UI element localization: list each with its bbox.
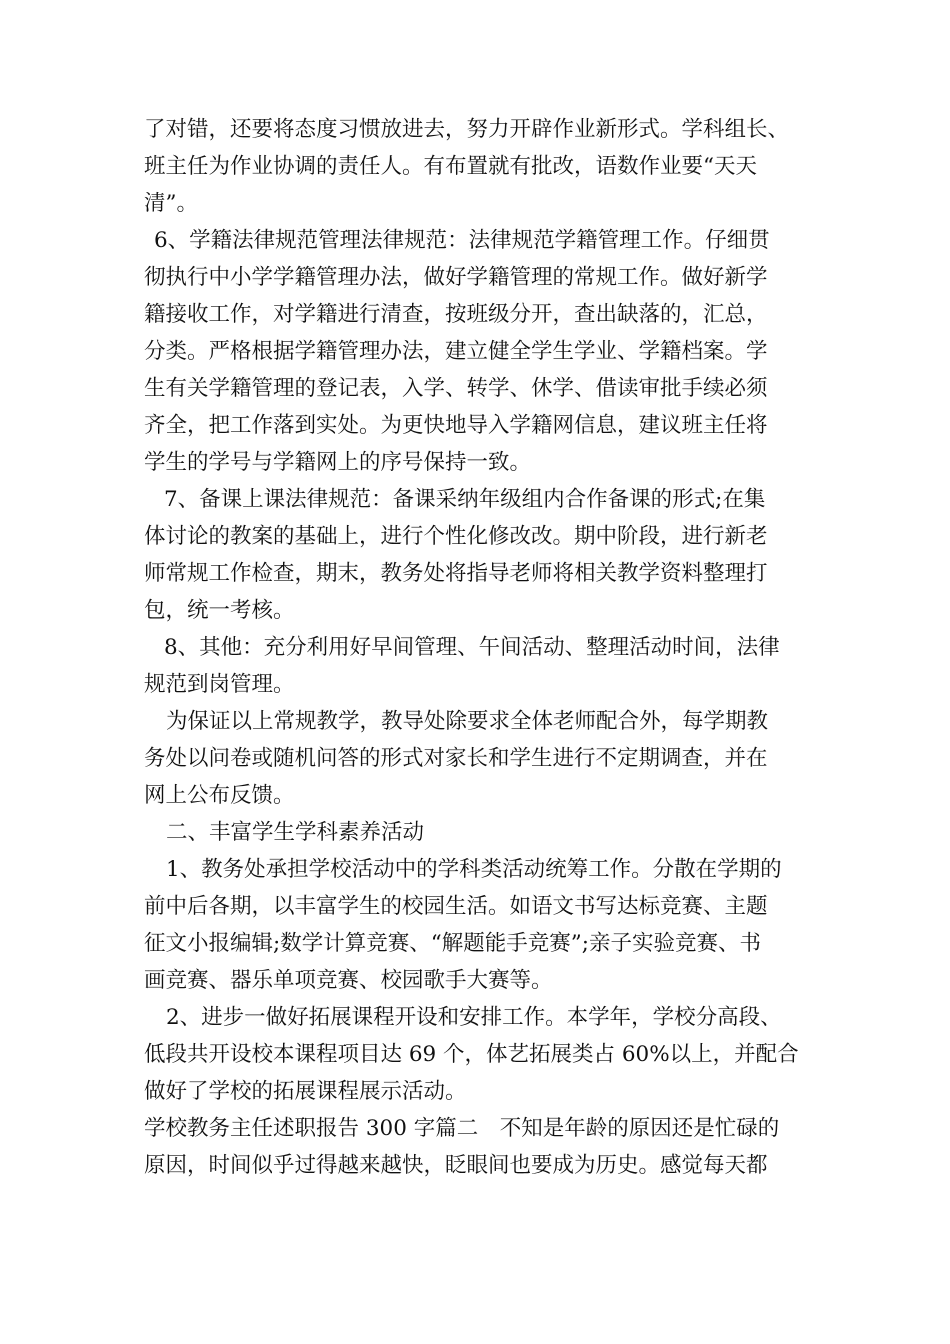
text-line: 6、学籍法律规范管理法律规范：法律规范学籍管理工作。仔细贯	[154, 228, 770, 253]
text-line: 7、备课上课法律规范：备课采纳年级组内合作备课的形式;在集	[164, 487, 766, 512]
text-line: 规范到岗管理。	[144, 672, 295, 697]
text-line: 生有关学籍管理的登记表，入学、转学、休学、借读审批手续必须	[144, 376, 768, 401]
text-line: 画竞赛、器乐单项竞赛、校园歌手大赛等。	[144, 968, 553, 993]
text-line: 清”。	[144, 191, 198, 216]
text-line: 籍接收工作，对学籍进行清查，按班级分开，查出缺落的，汇总，	[144, 302, 768, 327]
text-line: 体讨论的教案的基础上，进行个性化修改改。期中阶段，进行新老	[144, 524, 768, 549]
text-line: 网上公布反馈。	[144, 783, 295, 808]
text-line: 原因，时间似乎过得越来越快，眨眼间也要成为历史。感觉每天都	[144, 1153, 768, 1178]
text-line: 师常规工作检查，期末，教务处将指导老师将相关教学资料整理打	[144, 561, 768, 586]
text-line: 8、其他：充分利用好早间管理、午间活动、整理活动时间，法律	[164, 635, 780, 660]
text-line: 前中后各期，以丰富学生的校园生活。如语文书写达标竞赛、主题	[144, 894, 768, 919]
text-line: 1、教务处承担学校活动中的学科类活动统筹工作。分散在学期的	[166, 857, 782, 882]
document-body	[144, 111, 812, 1184]
text-line: 低段共开设校本课程项目达 69 个，体艺拓展类占 60%以上，并配合	[144, 1042, 799, 1067]
section-heading: 二、丰富学生学科素养活动	[166, 820, 425, 845]
text-line: 征文小报编辑;数学计算竞赛、“解题能手竞赛”;亲子实验竞赛、书	[144, 931, 761, 956]
text-line: 2、进步一做好拓展课程开设和安排工作。本学年，学校分高段、	[166, 1005, 782, 1030]
text-line: 班主任为作业协调的责任人。有布置就有批改，语数作业要“天天	[144, 154, 757, 179]
text-line: 学生的学号与学籍网上的序号保持一致。	[144, 450, 532, 475]
text-line: 做好了学校的拓展课程展示活动。	[144, 1079, 467, 1104]
text-line: 包，统一考核。	[144, 598, 295, 623]
text-line: 齐全，把工作落到实处。为更快地导入学籍网信息，建议班主任将	[144, 413, 768, 438]
text-line: 分类。严格根据学籍管理办法，建立健全学生学业、学籍档案。学	[144, 339, 768, 364]
text-line: 彻执行中小学学籍管理办法，做好学籍管理的常规工作。做好新学	[144, 265, 768, 290]
text-line: 了对错，还要将态度习惯放进去，努力开辟作业新形式。学科组长、	[144, 117, 790, 142]
text-line: 学校教务主任述职报告 300 字篇二 不知是年龄的原因还是忙碌的	[144, 1116, 780, 1141]
text-line: 务处以问卷或随机问答的形式对家长和学生进行不定期调查，并在	[144, 746, 768, 771]
text-line: 为保证以上常规教学，教导处除要求全体老师配合外，每学期教	[166, 709, 769, 734]
